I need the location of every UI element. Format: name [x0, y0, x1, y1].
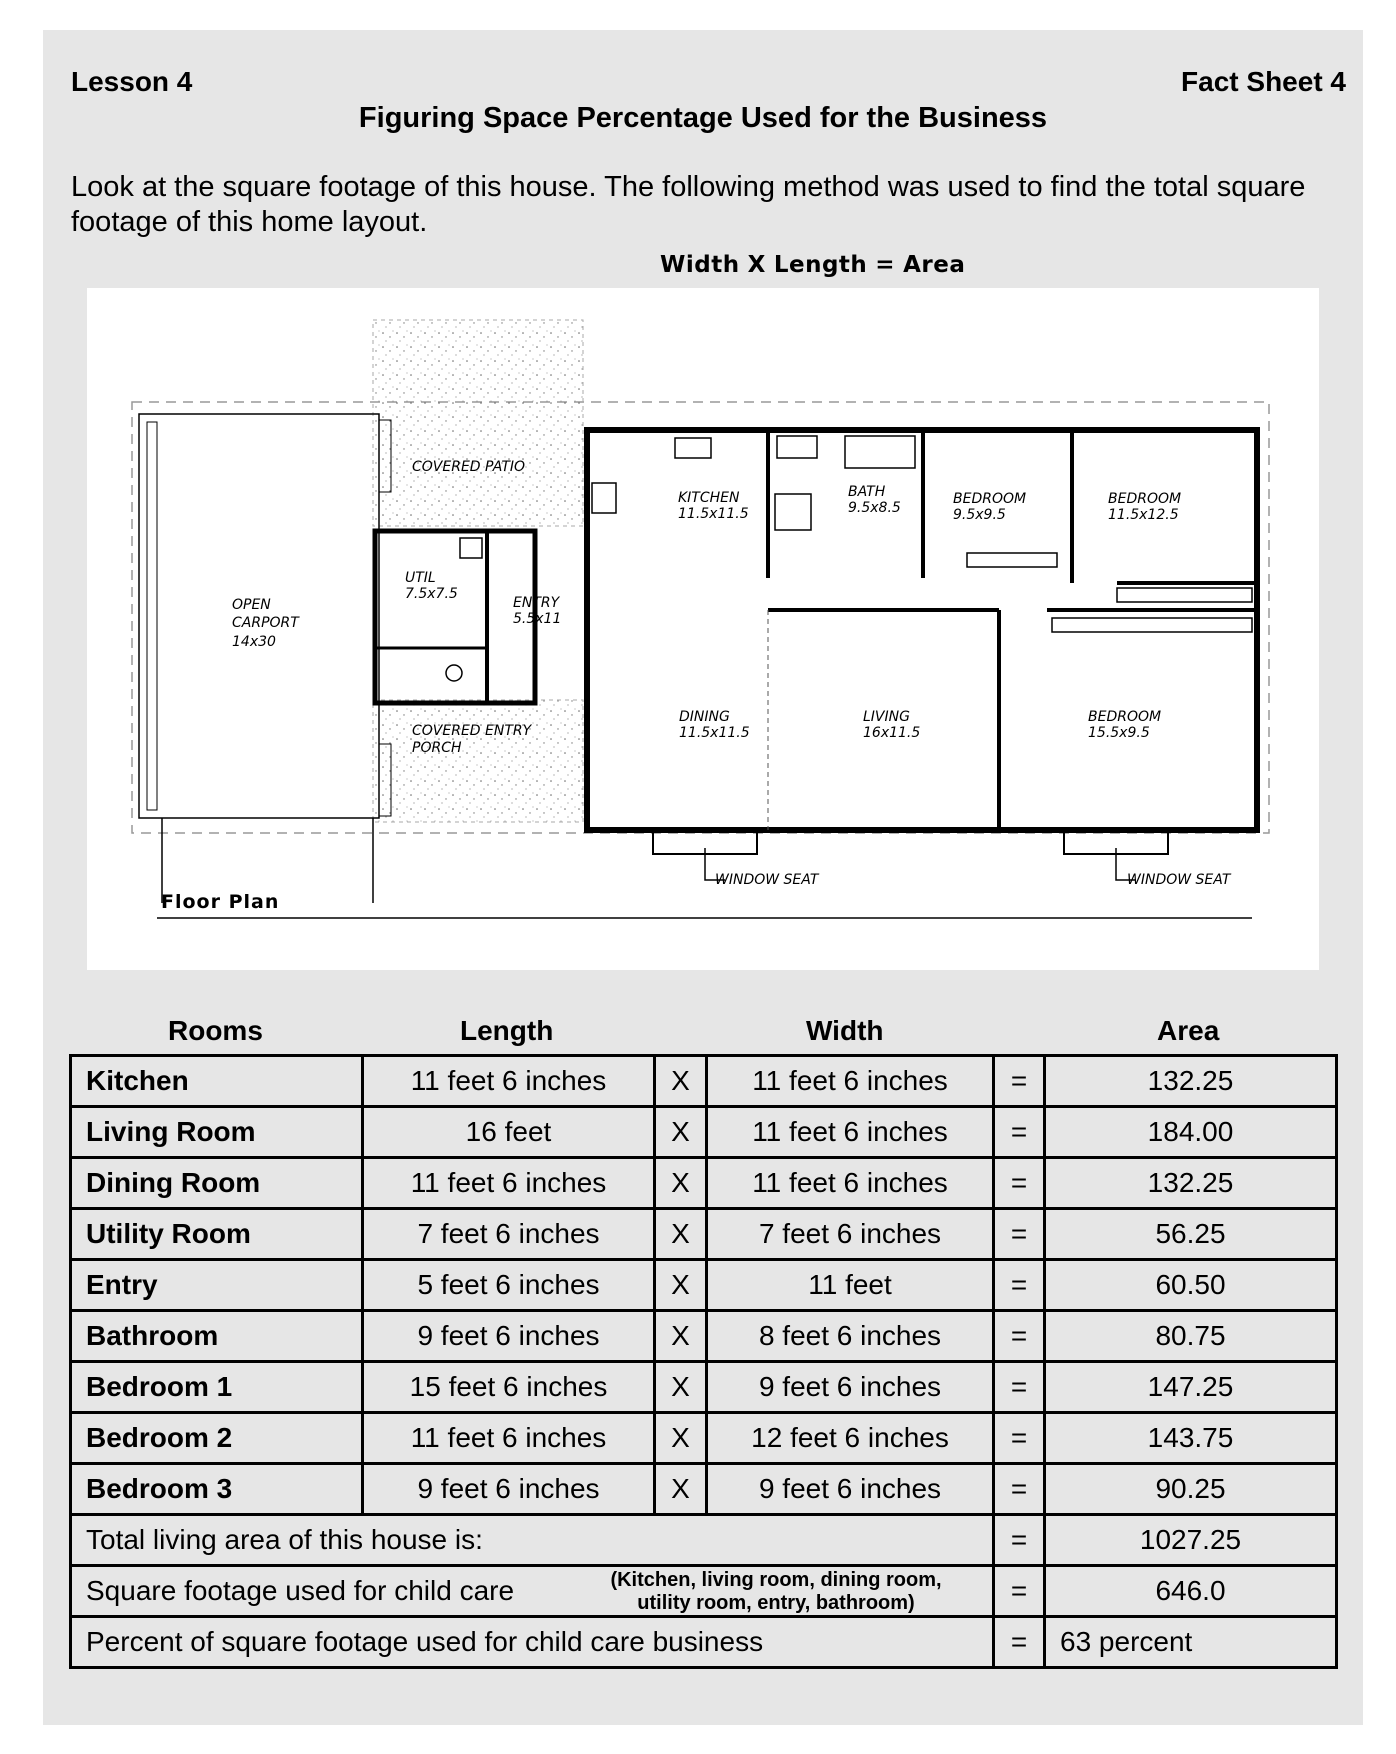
formula-equals: = — [875, 252, 896, 278]
room-length: 11 feet 6 inches — [363, 1056, 655, 1107]
header-area: Area — [1157, 1015, 1220, 1046]
room-area: 143.75 — [1045, 1413, 1337, 1464]
table-row — [71, 1209, 1337, 1260]
fact-sheet-page — [43, 30, 1363, 1725]
equals-sign: = — [994, 1362, 1045, 1413]
room-width: 9 feet 6 inches — [707, 1464, 994, 1515]
room-name: Utility Room — [71, 1209, 363, 1260]
room-name: Bedroom 1 — [71, 1362, 363, 1413]
room-length: 11 feet 6 inches — [363, 1158, 655, 1209]
room-width: 11 feet 6 inches — [707, 1056, 994, 1107]
room-name: Entry — [71, 1260, 363, 1311]
intro-text: Look at the square footage of this house. The following method was used to find the total square footage of this home layout. — [71, 171, 1306, 238]
equals-sign: = — [994, 1464, 1045, 1515]
child-care-row — [71, 1566, 1337, 1617]
times-sign: X — [655, 1311, 707, 1362]
label-living: LIVING — [863, 709, 910, 725]
room-width: 8 feet 6 inches — [707, 1311, 994, 1362]
kitchen-stove — [592, 483, 616, 513]
label-bedroom-a: BEDROOM — [953, 491, 1027, 507]
room-name: Bedroom 3 — [71, 1464, 363, 1515]
total-value: 1027.25 — [1045, 1515, 1337, 1566]
label-bedroom-c: BEDROOM — [1088, 709, 1162, 725]
label-carport-1: OPEN — [232, 597, 271, 613]
room-length: 7 feet 6 inches — [363, 1209, 655, 1260]
label-dining-dim: 11.5x11.5 — [679, 725, 750, 741]
table-row — [71, 1413, 1337, 1464]
child-care-cell — [71, 1566, 994, 1617]
formula-times: X — [747, 252, 766, 278]
page-title: Figuring Space Percentage Used for the Business — [358, 102, 1048, 134]
percent-value: 63 percent — [1045, 1617, 1337, 1668]
label-kitchen-dim: 11.5x11.5 — [678, 506, 749, 522]
equals-sign: = — [994, 1311, 1045, 1362]
covered-patio-area — [373, 320, 583, 526]
room-area: 132.25 — [1045, 1056, 1337, 1107]
room-length: 15 feet 6 inches — [363, 1362, 655, 1413]
label-kitchen: KITCHEN — [678, 490, 740, 506]
floor-plan — [87, 288, 1319, 970]
label-entry-dim: 5.5x11 — [513, 611, 562, 627]
room-length: 16 feet — [363, 1107, 655, 1158]
header-rooms: Rooms — [168, 1015, 263, 1046]
closet-1 — [967, 553, 1057, 567]
label-bath-dim: 9.5x8.5 — [848, 500, 901, 516]
label-living-dim: 16x11.5 — [863, 725, 921, 741]
room-name: Kitchen — [71, 1056, 363, 1107]
times-sign: X — [655, 1362, 707, 1413]
table-row — [71, 1311, 1337, 1362]
percent-row — [71, 1617, 1337, 1668]
equals-sign: = — [994, 1209, 1045, 1260]
times-sign: X — [655, 1413, 707, 1464]
label-window-seat-1: WINDOW SEAT — [715, 872, 819, 888]
percent-label: Percent of square footage used for child care business — [71, 1617, 994, 1668]
label-util-dim: 7.5x7.5 — [405, 586, 458, 602]
room-width: 11 feet 6 inches — [707, 1107, 994, 1158]
formula-length: Length — [773, 252, 868, 278]
formula-area: Area — [903, 252, 966, 278]
times-sign: X — [655, 1158, 707, 1209]
table-row — [71, 1362, 1337, 1413]
closet-2 — [1117, 588, 1252, 602]
times-sign: X — [655, 1209, 707, 1260]
room-name: Bathroom — [71, 1311, 363, 1362]
room-name: Bedroom 2 — [71, 1413, 363, 1464]
child-care-label: Square footage used for child care — [86, 1574, 515, 1606]
room-length: 11 feet 6 inches — [363, 1413, 655, 1464]
total-row — [71, 1515, 1337, 1566]
room-width: 11 feet — [707, 1260, 994, 1311]
room-area: 90.25 — [1045, 1464, 1337, 1515]
room-area: 60.50 — [1045, 1260, 1337, 1311]
label-carport-dim: 14x30 — [232, 634, 276, 650]
room-rows — [71, 1056, 1337, 1668]
utility-block-walls — [375, 531, 535, 703]
table-row — [71, 1056, 1337, 1107]
equals-sign: = — [994, 1158, 1045, 1209]
covered-porch-area — [373, 700, 583, 822]
table-row — [71, 1260, 1337, 1311]
floor-plan-caption: Floor Plan — [161, 891, 280, 913]
times-sign: X — [655, 1464, 707, 1515]
room-name: Dining Room — [71, 1158, 363, 1209]
times-sign: X — [655, 1056, 707, 1107]
label-util: UTIL — [405, 570, 436, 586]
label-porch-2: PORCH — [412, 740, 462, 756]
room-area-table — [69, 1054, 1338, 1669]
label-window-seat-2: WINDOW SEAT — [1127, 872, 1231, 888]
label-covered-patio: COVERED PATIO — [412, 459, 526, 475]
label-carport-2: CARPORT — [232, 615, 299, 631]
room-area: 147.25 — [1045, 1362, 1337, 1413]
table-row — [71, 1464, 1337, 1515]
room-length: 9 feet 6 inches — [363, 1464, 655, 1515]
label-entry: ENTRY — [513, 595, 560, 611]
total-label: Total living area of this house is: — [71, 1515, 994, 1566]
lesson-label: Lesson 4 — [71, 66, 193, 97]
shower — [775, 494, 811, 530]
equals-sign: = — [994, 1107, 1045, 1158]
label-bedroom-b-dim: 11.5x12.5 — [1108, 507, 1179, 523]
room-length: 5 feet 6 inches — [363, 1260, 655, 1311]
room-area: 56.25 — [1045, 1209, 1337, 1260]
area-formula — [660, 252, 973, 278]
room-area: 184.00 — [1045, 1107, 1337, 1158]
child-care-value: 646.0 — [1045, 1566, 1337, 1617]
floor-plan-drawing — [87, 288, 1319, 970]
utility-fixture — [460, 538, 482, 558]
label-porch-1: COVERED ENTRY — [412, 723, 532, 739]
equals-sign: = — [994, 1515, 1045, 1566]
room-width: 9 feet 6 inches — [707, 1362, 994, 1413]
equals-sign: = — [994, 1617, 1045, 1668]
bathtub — [845, 436, 915, 468]
formula-width: Width — [660, 252, 740, 278]
table-row — [71, 1158, 1337, 1209]
child-care-note: (Kitchen, living room, dining room, utility room, entry, bathroom) — [610, 1568, 942, 1614]
room-area: 132.25 — [1045, 1158, 1337, 1209]
room-width: 7 feet 6 inches — [707, 1209, 994, 1260]
fact-sheet-label: Fact Sheet 4 — [1181, 66, 1346, 97]
label-bath: BATH — [848, 484, 886, 500]
header-width: Width — [806, 1015, 884, 1046]
room-area: 80.75 — [1045, 1311, 1337, 1362]
equals-sign: = — [994, 1260, 1045, 1311]
water-heater — [446, 665, 462, 681]
room-name: Living Room — [71, 1107, 363, 1158]
times-sign: X — [655, 1260, 707, 1311]
equals-sign: = — [994, 1413, 1045, 1464]
kitchen-sink — [675, 438, 711, 458]
header-length: Length — [460, 1015, 554, 1046]
equals-sign: = — [994, 1056, 1045, 1107]
closet-3 — [1052, 618, 1252, 632]
carport-post — [147, 422, 157, 810]
label-bedroom-b: BEDROOM — [1108, 491, 1182, 507]
times-sign: X — [655, 1107, 707, 1158]
room-width: 12 feet 6 inches — [707, 1413, 994, 1464]
label-dining: DINING — [679, 709, 730, 725]
label-bedroom-c-dim: 15.5x9.5 — [1088, 725, 1150, 741]
room-length: 9 feet 6 inches — [363, 1311, 655, 1362]
room-width: 11 feet 6 inches — [707, 1158, 994, 1209]
table-row — [71, 1107, 1337, 1158]
bath-sink — [777, 436, 817, 458]
label-bedroom-a-dim: 9.5x9.5 — [953, 507, 1006, 523]
equals-sign: = — [994, 1566, 1045, 1617]
